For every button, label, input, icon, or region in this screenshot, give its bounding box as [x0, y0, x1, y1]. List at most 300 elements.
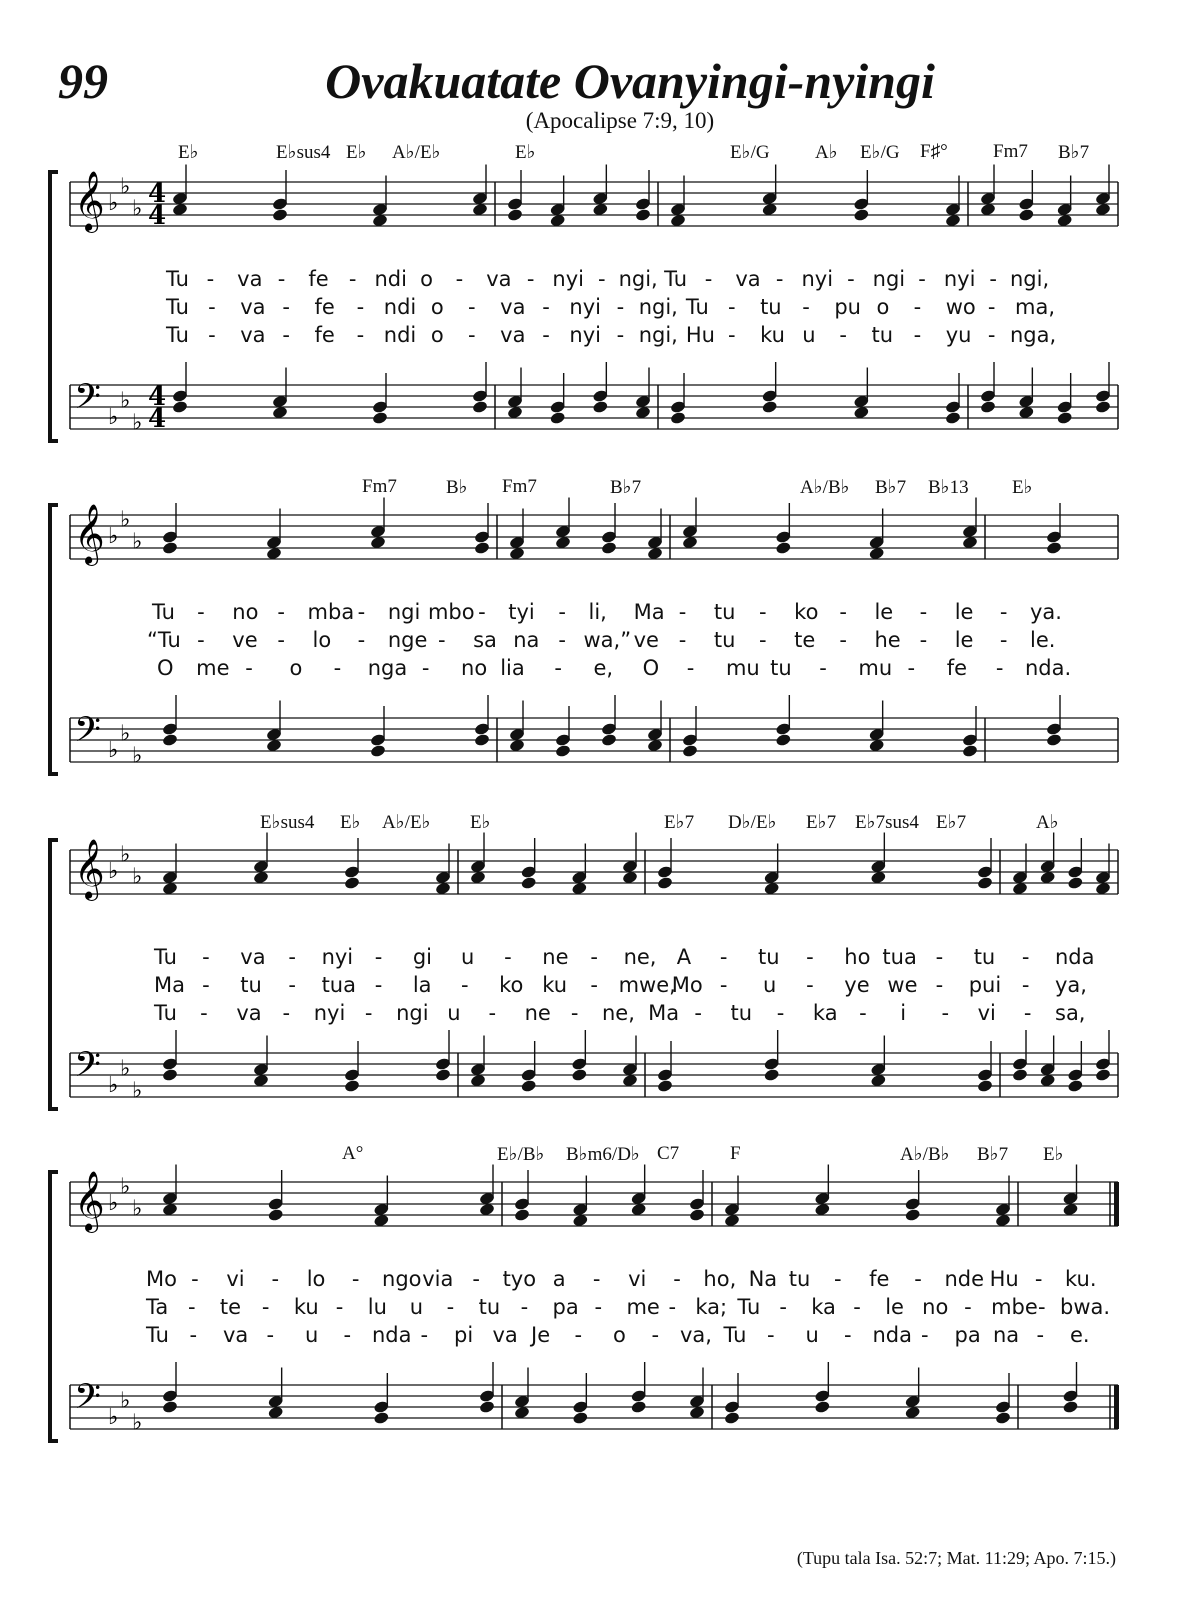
- lyric-syllable: ndi: [374, 267, 407, 291]
- note-head: [980, 400, 997, 414]
- flat-icon: ♭: [120, 1388, 131, 1414]
- lyric-hyphen: -: [594, 1295, 603, 1319]
- lyric-hyphen: -: [206, 267, 215, 291]
- lyric-hyphen: -: [271, 1267, 280, 1291]
- lyric-syllable: Ma: [154, 973, 185, 997]
- lyric-hyphen: -: [989, 267, 997, 291]
- lyric-syllable: Je: [531, 1323, 551, 1347]
- system-bracket: [50, 172, 58, 441]
- lyric-hyphen: -: [999, 600, 1008, 624]
- lyric-hyphen: -: [598, 267, 606, 291]
- lyric-hyphen: -: [421, 656, 430, 680]
- lyric-syllable: wo: [945, 295, 976, 319]
- lyric-syllable: ya,: [1055, 973, 1087, 997]
- lyric-hyphen: -: [779, 1295, 787, 1319]
- lyric-hyphen: -: [1036, 1323, 1045, 1347]
- lyric-syllable: va: [237, 267, 263, 291]
- lyric-syllable: vi: [226, 1267, 245, 1291]
- chord-symbol: E♭: [340, 812, 361, 833]
- lyric-hyphen: -: [202, 945, 210, 969]
- lyric-syllable: Tu: [152, 600, 175, 624]
- lyric-syllable: u: [805, 1323, 819, 1347]
- lyric-syllable: nyi: [321, 945, 354, 969]
- lyric-syllable: nyi: [943, 267, 976, 291]
- chord-symbol: E♭: [346, 142, 367, 163]
- lyric-syllable: pu: [834, 295, 861, 319]
- lyric-hyphen: -: [844, 1323, 852, 1347]
- lyric-syllable: nga: [367, 656, 408, 680]
- lyric-syllable: nga,: [1010, 323, 1057, 347]
- lyric-hyphen: -: [694, 1001, 702, 1025]
- lyric-hyphen: -: [542, 295, 550, 319]
- lyric-hyphen: -: [357, 600, 366, 624]
- note-head: [472, 400, 489, 414]
- lyric-syllable: le: [954, 600, 974, 624]
- lyric-hyphen: -: [187, 1295, 196, 1319]
- chord-symbol: E♭7sus4: [855, 812, 919, 833]
- note-head: [1095, 1068, 1112, 1082]
- lyric-hyphen: -: [1021, 973, 1030, 997]
- lyric-hyphen: -: [727, 295, 736, 319]
- note-head: [657, 1079, 674, 1093]
- lyric-syllable: sa: [473, 628, 497, 652]
- note-head: [1046, 733, 1063, 747]
- lyric-syllable: ko: [499, 973, 524, 997]
- lyric-syllable: nge: [387, 628, 428, 652]
- note-head: [1046, 541, 1063, 555]
- lyric-hyphen: -: [651, 1323, 660, 1347]
- flat-icon: ♭: [120, 174, 131, 200]
- lyric-hyphen: -: [819, 656, 827, 680]
- chord-symbol: A♭/B♭: [800, 477, 850, 498]
- lyric-syllable: pa: [552, 1295, 579, 1319]
- lyric-syllable: tu: [730, 1001, 753, 1025]
- lyric-syllable: e.: [1070, 1323, 1090, 1347]
- bass-clef-icon: 𝄢: [74, 1376, 102, 1425]
- lyric-syllable: Tu: [664, 267, 688, 291]
- lyric-hyphen: -: [504, 945, 512, 969]
- lyric-syllable: fe: [869, 1267, 890, 1291]
- lyric-syllable: no: [232, 600, 259, 624]
- lyric-hyphen: -: [776, 1001, 785, 1025]
- lyric-syllable: me: [626, 1295, 660, 1319]
- lyric-syllable: ngi,: [638, 323, 678, 347]
- note-head: [962, 744, 979, 758]
- note-head: [814, 1400, 831, 1414]
- chord-symbol: A♭/E♭: [382, 812, 431, 833]
- lyric-hyphen: -: [364, 1001, 373, 1025]
- lyric-syllable: Tu: [146, 1323, 169, 1347]
- music-system-3: [0, 803, 1200, 1133]
- hymn-number: 99: [58, 53, 108, 109]
- lyric-hyphen: -: [999, 628, 1008, 652]
- lyric-syllable: ko: [794, 600, 819, 624]
- lyric-syllable: ka: [811, 1295, 836, 1319]
- chord-symbol: F: [730, 1143, 741, 1164]
- lyric-syllable: O: [157, 656, 174, 680]
- lyric-hyphen: -: [806, 945, 814, 969]
- chord-symbol: Fm7: [993, 141, 1028, 162]
- note-head: [724, 1411, 741, 1425]
- lyric-syllable: u: [763, 973, 777, 997]
- music-system-1: [0, 135, 1200, 465]
- lyric-syllable: ku.: [1065, 1267, 1097, 1291]
- lyric-syllable: ka;: [695, 1295, 728, 1319]
- lyric-hyphen: -: [921, 1323, 929, 1347]
- chord-symbol: E♭7: [936, 812, 967, 833]
- treble-clef-icon: 𝄞: [74, 171, 105, 231]
- final-barline: [1114, 1182, 1119, 1226]
- note-head: [630, 1400, 647, 1414]
- lyric-syllable: Ma: [633, 600, 665, 624]
- note-head: [507, 208, 524, 222]
- lyric-hyphen: -: [964, 1295, 972, 1319]
- chord-symbol: A♭: [815, 142, 838, 163]
- lyric-syllable: pi: [454, 1323, 474, 1347]
- lyric-syllable: lo: [312, 628, 332, 652]
- lyric-syllable: via: [422, 1267, 454, 1291]
- lyric-syllable: we: [887, 973, 918, 997]
- chord-symbol: B♭7: [610, 477, 642, 498]
- lyric-syllable: ngi,: [618, 267, 658, 291]
- lyric-syllable: tu: [478, 1295, 501, 1319]
- lyric-syllable: ngi: [387, 600, 421, 624]
- grand-staff: [0, 803, 1200, 1133]
- lyric-syllable: ho,: [703, 1267, 737, 1291]
- lyric-syllable: vi: [628, 1267, 647, 1291]
- lyric-syllable: va: [500, 323, 526, 347]
- flat-icon: ♭: [132, 1410, 143, 1436]
- lyric-syllable: Tu: [154, 945, 177, 969]
- chord-symbol: E♭7: [664, 812, 695, 833]
- lyric-hyphen: -: [570, 1001, 579, 1025]
- lyric-syllable: le: [874, 600, 894, 624]
- lyric-hyphen: -: [686, 656, 695, 680]
- flat-icon: ♭: [108, 1191, 119, 1216]
- note-head: [775, 733, 792, 747]
- chord-symbol: E♭7: [806, 812, 837, 833]
- lyric-hyphen: -: [478, 600, 486, 624]
- flat-icon: ♭: [108, 405, 119, 430]
- lyric-hyphen: -: [802, 295, 810, 319]
- chord-symbol: A°: [342, 1143, 364, 1164]
- flat-icon: ♭: [132, 1196, 143, 1222]
- lyric-hyphen: -: [200, 1001, 208, 1025]
- lyric-hyphen: -: [574, 1323, 583, 1347]
- lyric-hyphen: -: [913, 295, 922, 319]
- lyric-syllable: u: [461, 945, 475, 969]
- lyric-syllable: ne,: [602, 1001, 635, 1025]
- lyric-syllable: mbe: [991, 1295, 1038, 1319]
- lyric-syllable: le.: [1030, 628, 1056, 652]
- note-head: [1095, 400, 1112, 414]
- lyric-syllable: ngi,: [1010, 267, 1050, 291]
- lyric-syllable: u: [409, 1295, 424, 1319]
- music-system-2: [0, 468, 1200, 798]
- lyric-hyphen: -: [767, 1323, 775, 1347]
- lyric-syllable: i: [900, 1001, 907, 1025]
- lyric-syllable: ma,: [1015, 295, 1056, 319]
- chord-symbol: E♭sus4: [276, 142, 331, 163]
- lyric-hyphen: -: [775, 267, 784, 291]
- lyric-hyphen: -: [197, 600, 205, 624]
- note-head: [592, 400, 609, 414]
- lyric-syllable: nyi: [569, 295, 601, 319]
- lyric-syllable: sa,: [1055, 1001, 1086, 1025]
- note-head: [635, 208, 652, 222]
- lyric-syllable: pui: [968, 973, 1002, 997]
- lyric-syllable: Mo: [146, 1267, 177, 1291]
- lyric-syllable: wa,”: [583, 628, 632, 652]
- lyric-syllable: fe: [314, 323, 335, 347]
- time-signature: 4: [148, 179, 167, 209]
- lyric-syllable: Tu: [737, 1295, 761, 1319]
- note-head: [272, 208, 289, 222]
- flat-icon: ♭: [120, 1174, 131, 1200]
- lyric-hyphen: -: [616, 323, 625, 347]
- lyric-syllable: fe: [946, 656, 968, 680]
- lyric-hyphen: -: [839, 628, 847, 652]
- lyric-hyphen: -: [919, 600, 928, 624]
- lyric-syllable: gi: [412, 945, 433, 969]
- lyric-syllable: tua: [882, 945, 917, 969]
- lyric-syllable: mba: [307, 600, 355, 624]
- lyric-syllable: ne: [524, 1001, 551, 1025]
- lyric-syllable: va,: [680, 1323, 712, 1347]
- chord-symbol: Fm7: [362, 476, 397, 497]
- lyric-hyphen: -: [461, 973, 469, 997]
- lyric-hyphen: -: [918, 267, 926, 291]
- lyric-hyphen: -: [558, 600, 566, 624]
- lyric-syllable: o: [876, 295, 890, 319]
- lyric-hyphen: -: [455, 267, 464, 291]
- lyric-syllable: va: [240, 945, 266, 969]
- lyric-syllable: fe: [314, 295, 335, 319]
- lyric-syllable: le: [885, 1295, 904, 1319]
- lyric-hyphen: -: [335, 1295, 344, 1319]
- lyric-syllable: Tu: [723, 1323, 747, 1347]
- note-head: [977, 1079, 994, 1093]
- note-head: [572, 1411, 589, 1425]
- lyric-syllable: a: [552, 1267, 566, 1291]
- chord-symbol: E♭: [515, 142, 536, 163]
- lyric-syllable: u: [802, 323, 816, 347]
- lyric-hyphen: -: [288, 973, 296, 997]
- lyric-syllable: tu: [760, 295, 782, 319]
- flat-icon: ♭: [108, 738, 119, 763]
- lyric-syllable: no: [461, 656, 488, 680]
- lyric-hyphen: -: [759, 628, 767, 652]
- lyric-syllable: va: [735, 267, 761, 291]
- lyric-hyphen: -: [919, 628, 928, 652]
- note-head: [479, 1400, 496, 1414]
- lyric-hyphen: -: [472, 1267, 480, 1291]
- note-head: [373, 1411, 390, 1425]
- note-head: [601, 541, 618, 555]
- lyric-hyphen: -: [839, 323, 847, 347]
- flat-icon: ♭: [108, 1405, 119, 1430]
- flat-icon: ♭: [132, 864, 143, 890]
- lyric-syllable: va: [223, 1323, 249, 1347]
- note-head: [761, 400, 778, 414]
- lyric-hyphen: -: [488, 1001, 497, 1025]
- lyric-syllable: O: [642, 656, 660, 680]
- lyric-hyphen: -: [1034, 1267, 1043, 1291]
- lyric-syllable: mwe,: [618, 973, 676, 997]
- lyric-syllable: ne: [542, 945, 569, 969]
- lyric-hyphen: -: [197, 628, 205, 652]
- note-head: [267, 1208, 284, 1222]
- note-head: [162, 733, 179, 747]
- lyric-syllable: o: [289, 656, 303, 680]
- chord-symbol: F♯°: [920, 141, 948, 162]
- chord-symbol: E♭/B♭: [497, 1144, 545, 1165]
- note-head: [670, 411, 687, 425]
- lyric-hyphen: -: [719, 945, 728, 969]
- lyric-hyphen: -: [542, 323, 550, 347]
- lyric-syllable: lo: [306, 1267, 326, 1291]
- lyric-syllable: pa: [954, 1323, 981, 1347]
- note-head: [601, 733, 618, 747]
- hymn-title: Ovakuatate Ovanyingi-nyingi: [325, 53, 935, 109]
- time-signature: 4: [148, 382, 167, 412]
- lyric-hyphen: -: [277, 267, 286, 291]
- lyric-hyphen: -: [356, 295, 365, 319]
- flat-icon: ♭: [132, 196, 143, 222]
- lyric-hyphen: -: [935, 973, 944, 997]
- lyric-hyphen: -: [282, 1001, 291, 1025]
- lyric-hyphen: -: [526, 267, 535, 291]
- chord-symbol: B♭13: [928, 477, 969, 498]
- lyric-syllable: nyi: [313, 1001, 346, 1025]
- chord-symbol: E♭: [470, 812, 491, 833]
- lyric-syllable: ya.: [1030, 600, 1062, 624]
- lyric-hyphen: -: [208, 323, 216, 347]
- lyric-syllable: na: [993, 1323, 1020, 1347]
- lyric-hyphen: -: [727, 323, 736, 347]
- lyric-syllable: “Tu: [147, 628, 181, 652]
- flat-icon: ♭: [108, 1073, 119, 1098]
- lyric-syllable: ka: [812, 1001, 838, 1025]
- lyric-syllable: vi: [977, 1001, 996, 1025]
- lyric-syllable: ku: [293, 1295, 319, 1319]
- lyric-hyphen: -: [847, 267, 855, 291]
- lyric-syllable: tu: [871, 323, 894, 347]
- lyric-hyphen: -: [719, 973, 728, 997]
- lyric-syllable: te: [794, 628, 816, 652]
- lyric-syllable: mu: [858, 656, 893, 680]
- lyric-hyphen: -: [914, 1267, 922, 1291]
- lyric-syllable: Na: [748, 1267, 778, 1291]
- lyric-hyphen: -: [288, 945, 296, 969]
- chord-symbol: B♭7: [875, 477, 907, 498]
- lyric-syllable: fe: [308, 267, 329, 291]
- lyric-syllable: tu: [770, 656, 792, 680]
- lyric-syllable: ku: [542, 973, 568, 997]
- lyric-syllable: mbo: [427, 600, 475, 624]
- lyric-hyphen: -: [357, 628, 366, 652]
- flat-icon: ♭: [108, 191, 119, 216]
- music-system-4: [0, 1135, 1200, 1465]
- note-head: [555, 744, 572, 758]
- lyric-syllable: tu: [758, 945, 780, 969]
- lyric-hyphen: -: [806, 973, 814, 997]
- lyric-hyphen: -: [1038, 1295, 1046, 1319]
- lyric-hyphen: -: [374, 973, 383, 997]
- treble-clef-icon: 𝄞: [74, 1171, 105, 1231]
- lyric-hyphen: -: [995, 656, 1004, 680]
- chord-symbol: E♭: [1043, 1144, 1064, 1165]
- note-head: [474, 733, 491, 747]
- note-head: [474, 541, 491, 555]
- note-head: [435, 1068, 452, 1082]
- note-head: [977, 876, 994, 890]
- lyric-syllable: va: [492, 1323, 518, 1347]
- note-head: [162, 1400, 179, 1414]
- lyric-syllable: va: [240, 295, 266, 319]
- lyric-hyphen: -: [277, 628, 285, 652]
- lyric-syllable: la: [412, 973, 432, 997]
- lyric-hyphen: -: [590, 945, 598, 969]
- lyric-syllable: mu: [725, 656, 760, 680]
- chord-symbol: E♭sus4: [260, 812, 315, 833]
- lyric-hyphen: -: [759, 600, 767, 624]
- lyric-syllable: nda: [372, 1323, 412, 1347]
- lyric-hyphen: -: [420, 1323, 429, 1347]
- note-head: [763, 1068, 780, 1082]
- lyric-syllable: bwa.: [1060, 1295, 1111, 1319]
- lyric-syllable: he: [874, 628, 901, 652]
- lyric-hyphen: -: [191, 1267, 199, 1291]
- note-head: [172, 400, 189, 414]
- lyric-hyphen: -: [282, 295, 290, 319]
- lyric-hyphen: -: [468, 295, 476, 319]
- bass-clef-icon: 𝄢: [74, 376, 102, 425]
- chord-symbol: Fm7: [502, 476, 537, 497]
- note-head: [1056, 411, 1073, 425]
- lyric-syllable: o: [420, 267, 433, 291]
- lyric-syllable: tua: [321, 973, 356, 997]
- note-head: [344, 876, 361, 890]
- lyric-hyphen: -: [668, 1295, 677, 1319]
- lyric-hyphen: -: [935, 945, 944, 969]
- lyric-syllable: nda.: [1025, 656, 1072, 680]
- lyric-syllable: Tu: [166, 295, 189, 319]
- lyric-syllable: Tu: [154, 1001, 177, 1025]
- note-head: [344, 1079, 361, 1093]
- flat-icon: ♭: [120, 842, 131, 868]
- note-head: [945, 411, 962, 425]
- lyric-hyphen: -: [987, 323, 996, 347]
- lyric-syllable: e,: [593, 656, 614, 680]
- lyric-hyphen: -: [853, 1295, 861, 1319]
- lyric-hyphen: -: [941, 1001, 950, 1025]
- lyric-syllable: ku: [760, 323, 785, 347]
- lyric-hyphen: -: [333, 656, 342, 680]
- lyric-syllable: ndi: [383, 323, 417, 347]
- lyric-syllable: u: [447, 1001, 461, 1025]
- treble-clef-icon: 𝄞: [74, 504, 105, 564]
- note-head: [689, 1208, 706, 1222]
- chord-symbol: A♭/E♭: [392, 142, 441, 163]
- lyric-syllable: Tu: [166, 323, 189, 347]
- lyric-hyphen: -: [833, 1267, 842, 1291]
- lyric-hyphen: -: [987, 295, 996, 319]
- lyric-hyphen: -: [437, 628, 446, 652]
- lyric-syllable: nyi: [569, 323, 601, 347]
- bass-clef-icon: 𝄢: [74, 709, 102, 758]
- lyric-syllable: ve: [232, 628, 258, 652]
